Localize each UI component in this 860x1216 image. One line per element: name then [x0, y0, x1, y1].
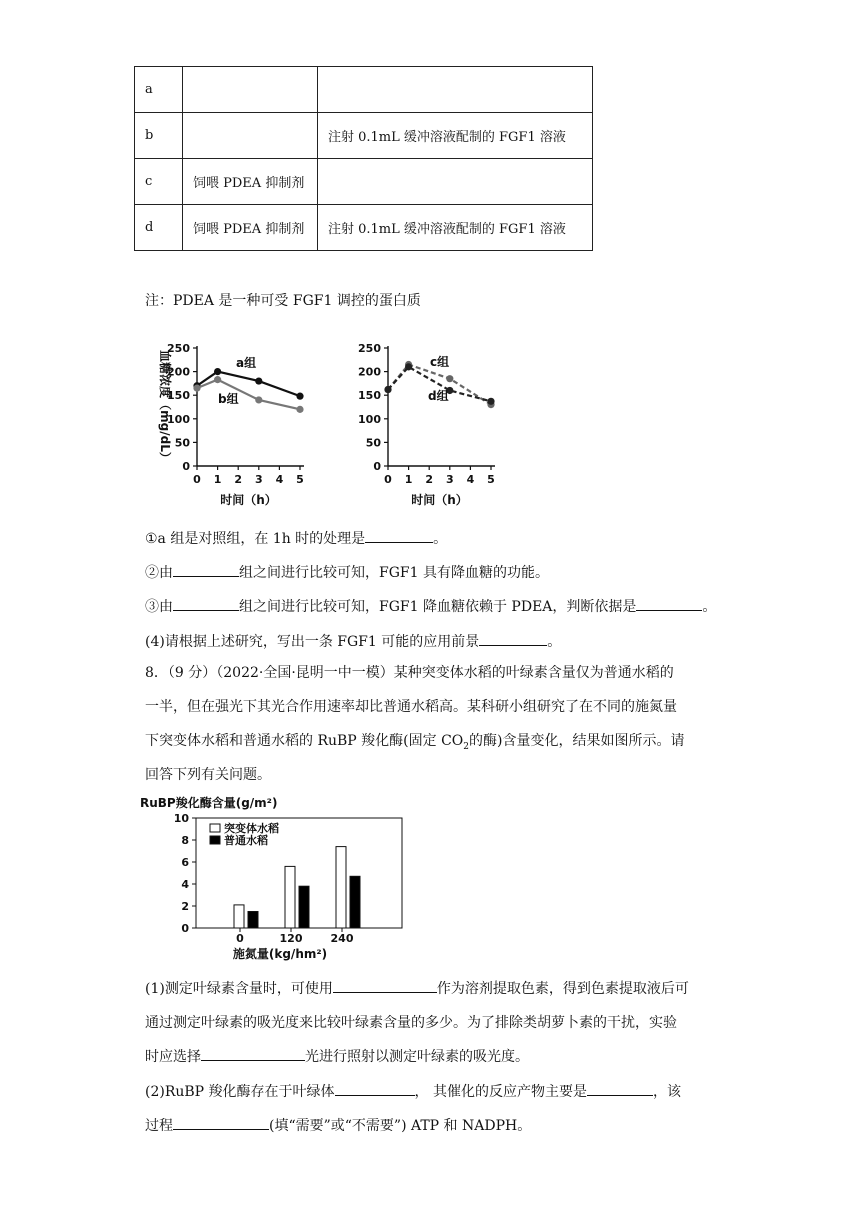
chart-ab-groups: [158, 342, 304, 507]
x-axis-label: 时间（h）: [220, 493, 277, 507]
x-tick-label: 1: [404, 473, 413, 486]
data-point: [487, 398, 494, 405]
table-cell-id: c: [135, 159, 183, 205]
y-tick-label: 50: [365, 436, 381, 450]
y-tick-label: 200: [167, 365, 190, 379]
table-cell-id: a: [135, 67, 183, 113]
x-axis-label: 时间（h）: [411, 493, 468, 507]
experiment-table: [134, 66, 593, 251]
y-tick-label: 10: [173, 812, 189, 825]
rubp-bar-chart: [140, 796, 415, 964]
answer-blank: [587, 1081, 653, 1096]
legend-swatch: [210, 824, 220, 832]
answer-blank: [335, 1081, 415, 1096]
series-label: a组: [236, 356, 257, 370]
bar: [336, 847, 346, 928]
x-tick-label: 3: [445, 473, 454, 486]
x-axis-label: 施氮量(kg/hm²): [232, 947, 328, 961]
data-point: [255, 396, 262, 403]
table-cell-inject: [318, 67, 593, 113]
sub-question-1-line3: 时应选择 光进行照射以测定叶绿素的吸光度。: [145, 1046, 529, 1066]
x-tick-label: 4: [466, 473, 475, 486]
x-tick-label: 1: [213, 473, 222, 486]
legend-label: 普通水稻: [224, 834, 268, 847]
y-tick-label: 150: [358, 389, 381, 403]
y-tick-label: 250: [167, 342, 190, 355]
table-cell-inject: 注射 0.1mL 缓冲溶液配制的 FGF1 溶液: [318, 205, 593, 251]
y-tick-label: 100: [167, 412, 190, 426]
y-tick-label: 6: [181, 856, 189, 869]
x-tick-label: 240: [330, 932, 354, 945]
chart-title: RuBP羧化酶含量(g/m²): [140, 796, 278, 810]
y-tick-label: 100: [358, 412, 381, 426]
chart-cd-groups: [358, 342, 495, 507]
table-cell-feed: [183, 67, 318, 113]
data-point: [193, 385, 200, 392]
data-point: [384, 386, 391, 393]
data-point: [255, 377, 262, 384]
sub-question-1-line1: (1)测定叶绿素含量时，可使用 作为溶剂提取色素，得到色素提取液后可: [145, 978, 689, 998]
answer-blank: [173, 596, 239, 611]
question-4: (4)请根据上述研究，写出一条 FGF1 可能的应用前景 。: [145, 631, 561, 651]
bar: [234, 905, 244, 928]
table-row: [135, 159, 593, 205]
data-point: [214, 376, 221, 383]
table-cell-id: d: [135, 205, 183, 251]
problem8-line3: 下突变体水稻和普通水稻的 RuBP 羧化酶(固定 $CO_2$的酶)含量变化，结果如图所示。请: [145, 733, 685, 752]
table-cell-feed: [183, 113, 318, 159]
table-cell-inject: [318, 159, 593, 205]
sub-question-2-line1: (2)RuBP 羧化酶存在于叶绿体 ， 其催化的反应产物主要是 ，该: [145, 1081, 681, 1101]
data-point: [405, 363, 412, 370]
answer-blank: [365, 528, 433, 543]
y-tick-label: 50: [174, 436, 190, 450]
problem8-line4: 回答下列有关问题。: [145, 767, 271, 783]
series-label: d组: [428, 389, 449, 403]
table-cell-feed: 饲喂 PDEA 抑制剂: [183, 159, 318, 205]
x-tick-label: 4: [275, 473, 284, 486]
legend-label: 突变体水稻: [224, 822, 279, 835]
table-cell-id: b: [135, 113, 183, 159]
answer-blank: [173, 562, 239, 577]
series-line: [197, 372, 300, 397]
x-tick-label: 120: [279, 932, 303, 945]
answer-blank: [479, 631, 547, 646]
table-row: [135, 205, 593, 251]
x-tick-label: 0: [193, 473, 201, 486]
table-cell-inject: 注射 0.1mL 缓冲溶液配制的 FGF1 溶液: [318, 113, 593, 159]
bar: [248, 912, 258, 929]
y-tick-label: 0: [373, 460, 381, 473]
note-text: 注：PDEA 是一种可受 FGF1 调控的蛋白质: [145, 293, 421, 309]
y-tick-label: 0: [182, 460, 190, 473]
blood-glucose-charts: [140, 336, 520, 514]
series-line: [197, 380, 300, 410]
sub-question-2-line2: 过程 (填“需要”或“不需要”) ATP 和 NADPH。: [145, 1115, 531, 1135]
question-3: ③由 组之间进行比较可知，FGF1 降血糖依赖于 PDEA，判断依据是 。: [145, 596, 716, 616]
data-point: [296, 406, 303, 413]
x-tick-label: 0: [236, 932, 244, 945]
x-tick-label: 5: [487, 473, 495, 486]
y-tick-label: 0: [181, 922, 189, 935]
series-label: b组: [218, 392, 239, 406]
x-tick-label: 0: [384, 473, 392, 486]
y-tick-label: 200: [358, 365, 381, 379]
series-label: c组: [430, 355, 450, 369]
y-tick-label: 150: [167, 389, 190, 403]
y-tick-label: 4: [181, 878, 189, 891]
x-tick-label: 2: [234, 473, 243, 486]
bar: [299, 886, 309, 928]
answer-blank: [201, 1046, 305, 1061]
problem8-line1: 8．（9 分）（2022·全国·昆明一中一模）某种突变体水稻的叶绿素含量仅为普通水稻的: [145, 665, 674, 681]
bar: [350, 876, 360, 928]
data-point: [446, 375, 453, 382]
answer-blank: [333, 978, 437, 993]
data-point: [214, 368, 221, 375]
y-tick-label: 2: [181, 900, 189, 913]
table-row: [135, 67, 593, 113]
bar: [285, 866, 295, 928]
answer-blank: [173, 1115, 269, 1130]
question-2: ②由 组之间进行比较可知，FGF1 具有降血糖的功能。: [145, 562, 549, 582]
legend-swatch: [210, 836, 220, 844]
x-tick-label: 2: [425, 473, 434, 486]
sub-question-1-line2: 通过测定叶绿素的吸光度来比较叶绿素含量的多少。为了排除类胡萝卜素的干扰，实验: [145, 1015, 677, 1031]
x-tick-label: 5: [296, 473, 304, 486]
answer-blank: [636, 596, 702, 611]
problem8-line2: 一半，但在强光下其光合作用速率却比普通水稻高。某科研小组研究了在不同的施氮量: [145, 699, 677, 715]
question-1: ①a 组是对照组，在 1h 时的处理是 。: [145, 528, 447, 548]
table-row: [135, 113, 593, 159]
y-tick-label: 250: [358, 342, 381, 355]
y-axis-label: 血糖浓度（mg/dL）: [158, 350, 172, 464]
data-point: [296, 393, 303, 400]
y-tick-label: 8: [181, 834, 189, 847]
x-tick-label: 3: [254, 473, 263, 486]
table-cell-feed: 饲喂 PDEA 抑制剂: [183, 205, 318, 251]
